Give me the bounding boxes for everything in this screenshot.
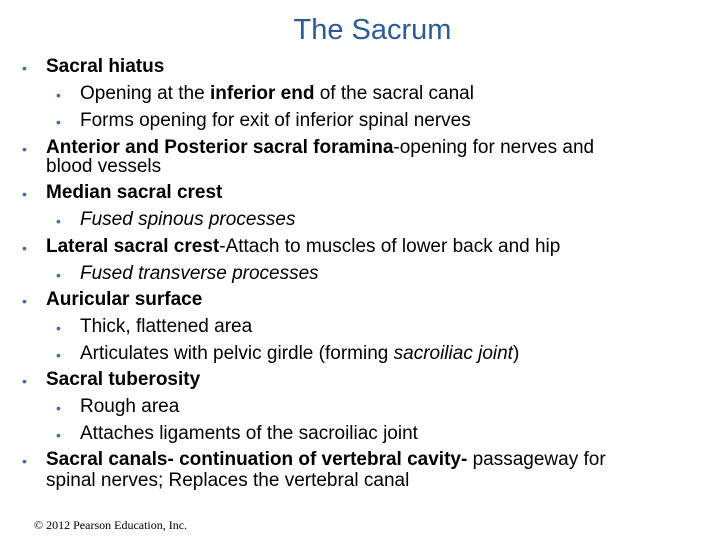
text-rest: -opening for nerves and (393, 137, 595, 158)
sub-bullet-hiatus-opening (56, 83, 474, 104)
bullet-dot: • (22, 293, 27, 309)
text-italic: Fused spinous processes (80, 209, 296, 230)
term-sacral-canals: Sacral canals- continuation of vertebral cavity- (46, 449, 468, 470)
bullet-median-sacral-crest (22, 182, 223, 203)
bullet-dot: • (22, 186, 27, 202)
text-post: of the sacral canal (314, 83, 474, 104)
bullet-sacral-canals (22, 449, 606, 470)
bullet-dot: • (56, 347, 61, 363)
bullet-dot: • (56, 320, 61, 336)
text-italic: sacroiliac joint (393, 343, 513, 364)
bullet-lateral-sacral-crest (22, 236, 561, 257)
sub-bullet-articulates (56, 343, 520, 364)
bullet-sacral-canals-cont (46, 471, 409, 491)
term-median-sacral-crest: Median sacral crest (46, 182, 223, 203)
bullet-sacral-hiatus (22, 56, 165, 77)
sub-bullet-attaches-ligaments (56, 423, 418, 444)
bullet-sacral-foramina-cont (46, 157, 161, 177)
text-post: ) (512, 343, 520, 364)
bullet-dot: • (22, 141, 27, 157)
term-auricular-surface: Auricular surface (46, 289, 203, 310)
sub-bullet-thick-flattened (56, 316, 253, 337)
bullet-auricular-surface (22, 289, 203, 310)
text-continuation: spinal nerves; Replaces the vertebral canal (46, 470, 410, 491)
term-sacral-tuberosity: Sacral tuberosity (46, 369, 201, 390)
bullet-dot: • (56, 427, 61, 443)
bullet-dot: • (22, 373, 27, 389)
text-pre: Opening at the (80, 83, 210, 104)
sub-bullet-fused-transverse (56, 263, 319, 284)
text-bold: inferior end (209, 83, 315, 104)
bullet-dot: • (22, 240, 27, 256)
text: Thick, flattened area (80, 316, 253, 337)
bullet-dot: • (56, 213, 61, 229)
sub-bullet-rough-area (56, 396, 180, 417)
term-sacral-hiatus: Sacral hiatus (46, 56, 165, 77)
copyright-notice: © 2012 Pearson Education, Inc. (34, 518, 188, 532)
term-lateral-sacral-crest: Lateral sacral crest (46, 236, 220, 257)
text-rest: -Attach to muscles of lower back and hip (219, 236, 561, 257)
text-pre: Articulates with pelvic girdle (forming (80, 343, 394, 364)
term-sacral-foramina: Anterior and Posterior sacral foramina (46, 137, 394, 158)
bullet-sacral-foramina (22, 137, 595, 158)
sub-bullet-fused-spinous (56, 209, 296, 230)
text: Attaches ligaments of the sacroiliac joint (80, 423, 418, 444)
text: Rough area (80, 396, 180, 417)
bullet-sacral-tuberosity (22, 369, 201, 390)
sub-bullet-hiatus-exit (56, 110, 471, 131)
bullet-dot: • (56, 114, 61, 130)
text-continuation: blood vessels (46, 156, 162, 177)
text-italic: Fused transverse processes (80, 263, 319, 284)
bullet-dot: • (22, 453, 27, 469)
bullet-dot: • (56, 267, 61, 283)
bullet-dot: • (56, 87, 61, 103)
text: Forms opening for exit of inferior spinal nerves (80, 110, 471, 131)
slide-title: The Sacrum (293, 14, 452, 46)
bullet-dot: • (22, 60, 27, 76)
text-rest: passageway for (467, 449, 606, 470)
bullet-dot: • (56, 400, 61, 416)
